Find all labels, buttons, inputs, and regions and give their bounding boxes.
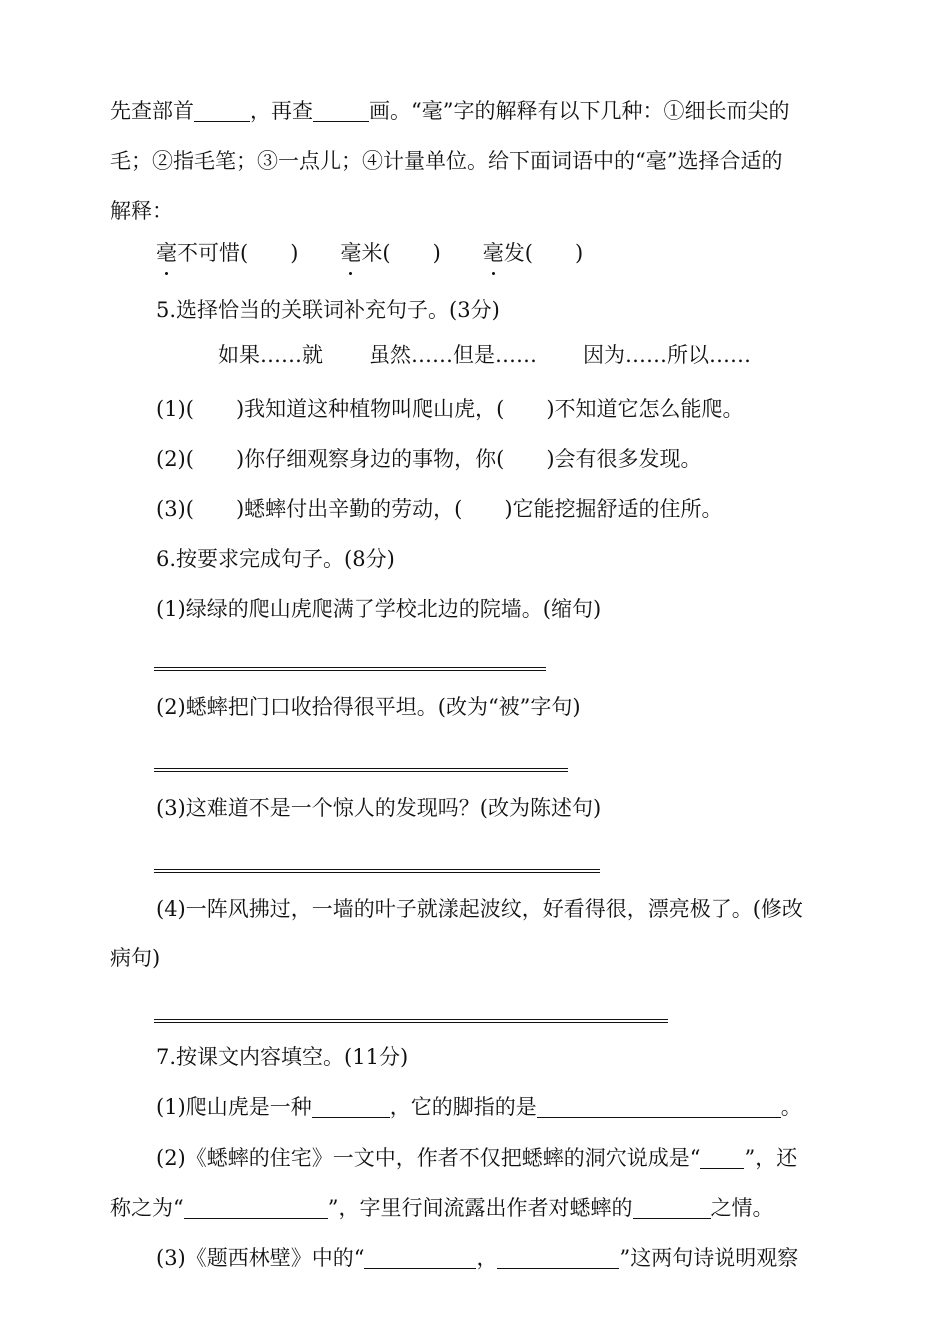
q6-item-4-line-1: (4)一阵风拂过，一墙的叶子就漾起波纹，好看得很，漂亮极了。(修改 bbox=[156, 897, 803, 921]
q7-2-text-c: 称之为“ bbox=[110, 1196, 184, 1220]
option-3: 因为……所以…… bbox=[583, 343, 751, 367]
answer-line-2[interactable] bbox=[154, 768, 568, 769]
q7-1-text-b: ，它的脚指的是 bbox=[389, 1095, 537, 1119]
q4-text-b: ，再查 bbox=[250, 99, 313, 123]
q7-2-text-d: ”，字里行间流露出作者对蟋蟀的 bbox=[327, 1196, 633, 1220]
emphasis-char: 毫 bbox=[340, 238, 361, 268]
q7-2-text-a: (2)《蟋蟀的住宅》一文中，作者不仅把蟋蟀的洞穴说成是“ bbox=[156, 1146, 701, 1170]
q4-word-2 bbox=[340, 241, 440, 265]
q7-item-2-line-1 bbox=[156, 1143, 797, 1173]
emphasis-char: 毫 bbox=[156, 238, 177, 268]
q7-1-text-c: 。 bbox=[780, 1095, 802, 1119]
q7-3-text-b: ， bbox=[476, 1246, 498, 1270]
feeling-blank[interactable] bbox=[633, 1196, 711, 1219]
plant-type-blank[interactable] bbox=[312, 1095, 390, 1118]
q7-item-1 bbox=[156, 1092, 802, 1122]
q6-item-4-line-2: 病句) bbox=[110, 946, 161, 970]
answer-line-4[interactable] bbox=[154, 1019, 668, 1020]
q7-3-text-c: ”这两句诗说明观察 bbox=[619, 1246, 799, 1270]
q7-title: 7.按课文内容填空。(11分) bbox=[156, 1045, 409, 1069]
q4-line-3: 解释： bbox=[110, 199, 173, 223]
q4-word-3 bbox=[483, 241, 583, 265]
q5-title: 5.选择恰当的关联词补充句子。(3分) bbox=[156, 298, 500, 322]
q5-options bbox=[218, 340, 751, 370]
also-called-blank[interactable] bbox=[184, 1196, 328, 1219]
option-2: 虽然……但是…… bbox=[369, 343, 537, 367]
q7-2-text-e: 之情。 bbox=[710, 1196, 774, 1220]
radical-blank[interactable] bbox=[194, 99, 250, 122]
q6-item-2: (2)蟋蟀把门口收拾得很平坦。(改为“被”字句) bbox=[156, 695, 581, 719]
q7-1-text-a: (1)爬山虎是一种 bbox=[156, 1095, 312, 1119]
q7-2-text-b: ”，还 bbox=[744, 1146, 798, 1170]
q6-title: 6.按要求完成句子。(8分) bbox=[156, 547, 395, 571]
q4-text-a: 先查部首 bbox=[110, 99, 194, 123]
cave-name-blank[interactable] bbox=[700, 1146, 744, 1169]
answer-line-3[interactable] bbox=[154, 869, 600, 870]
foot-meaning-blank[interactable] bbox=[537, 1095, 781, 1118]
stroke-count-blank[interactable] bbox=[313, 99, 369, 122]
option-1: 如果……就 bbox=[218, 343, 323, 367]
answer-line-1[interactable] bbox=[154, 667, 546, 668]
q7-item-3 bbox=[156, 1243, 798, 1273]
q5-item-3: (3)( )蟋蟀付出辛勤的劳动，( )它能挖掘舒适的住所。 bbox=[156, 497, 723, 521]
word-rest: 不可惜( ) bbox=[177, 241, 299, 265]
emphasis-char: 毫 bbox=[483, 238, 504, 268]
q6-item-3: (3)这难道不是一个惊人的发现吗？(改为陈述句) bbox=[156, 796, 602, 820]
q5-item-2: (2)( )你仔细观察身边的事物，你( )会有很多发现。 bbox=[156, 447, 702, 471]
poem-line-2-blank[interactable] bbox=[497, 1246, 619, 1269]
q6-item-1: (1)绿绿的爬山虎爬满了学校北边的院墙。(缩句) bbox=[156, 597, 602, 621]
q7-item-2-line-2 bbox=[110, 1193, 774, 1223]
poem-line-1-blank[interactable] bbox=[364, 1246, 476, 1269]
q7-3-text-a: (3)《题西林壁》中的“ bbox=[156, 1246, 365, 1270]
word-rest: 发( ) bbox=[503, 241, 584, 265]
q4-line-1 bbox=[110, 96, 789, 126]
word-rest: 米( ) bbox=[361, 241, 441, 265]
q4-word-1 bbox=[156, 241, 298, 265]
q4-line-2: 毛；②指毛笔；③一点儿；④计量单位。给下面词语中的“毫”选择合适的 bbox=[110, 149, 783, 173]
q4-text-c: 画。“毫”字的解释有以下几种：①细长而尖的 bbox=[369, 99, 790, 123]
q4-word-options bbox=[156, 238, 583, 268]
q5-item-1: (1)( )我知道这种植物叫爬山虎，( )不知道它怎么能爬。 bbox=[156, 397, 744, 421]
